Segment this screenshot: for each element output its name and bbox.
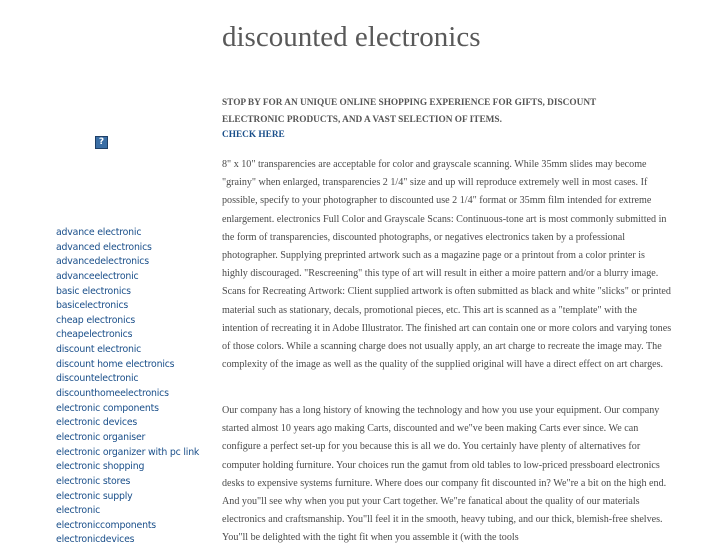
sidebar-link-item xyxy=(56,285,199,300)
sidebar-link-item xyxy=(56,255,199,270)
sidebar-link-item xyxy=(56,328,199,343)
sidebar-link-item xyxy=(56,226,199,241)
sidebar-link[interactable]: advancedelectronics xyxy=(56,256,149,268)
sidebar-link-item xyxy=(56,504,199,519)
sidebar-link[interactable]: advanced electronics xyxy=(56,241,152,253)
sidebar-link[interactable]: basicelectronics xyxy=(56,300,129,312)
sidebar-link[interactable]: electronicdevices xyxy=(56,534,135,546)
sidebar-link-item xyxy=(56,519,199,534)
sidebar-link-item xyxy=(56,299,199,314)
sidebar-link-item xyxy=(56,533,199,548)
sidebar-link-item xyxy=(56,358,199,373)
sidebar-link-item xyxy=(56,431,199,446)
sidebar-link[interactable]: electroniccomponents xyxy=(56,519,156,531)
sidebar xyxy=(0,0,215,545)
sidebar-link[interactable]: electronic supply xyxy=(56,490,133,502)
sidebar-link-item xyxy=(56,343,199,358)
sidebar-link[interactable]: electronic organizer with pc link xyxy=(56,446,200,458)
sidebar-link[interactable]: discounthomeelectronics xyxy=(56,388,169,400)
sidebar-link[interactable]: electronic components xyxy=(56,402,159,414)
sidebar-link[interactable]: basic electronics xyxy=(56,285,131,297)
sidebar-link-item xyxy=(56,402,199,417)
sidebar-link[interactable]: cheapelectronics xyxy=(56,329,133,341)
sidebar-link[interactable]: electronic xyxy=(56,505,101,517)
sidebar-link-item xyxy=(56,270,199,285)
help-icon[interactable]: ? xyxy=(95,136,108,149)
sidebar-link-item xyxy=(56,314,199,329)
sidebar-link[interactable]: cheap electronics xyxy=(56,314,136,326)
sidebar-link-item xyxy=(56,490,199,505)
body-paragraph-1: 8" x 10" transparencies are acceptable for color and grayscale scanning. While 35mm slides may become "grainy" when enlarged, transparencies 2 1/4" size and up will reproduce extremely well in most cases. If possible, specify to your photographer to discounted use 2 1/4" format or 35mm film intended for extreme enlargement. electronics Full Color and Grayscale Scans: Continuous-tone art is most commonly submitted in the form of transparencies, discounted photographs, or negatives electronics taken by a professional photographer. Supplying preprinted artwork such as a magazine page or a printout from a color printer is highly discouraged. "Rescreening" this type of art will result in either a moire pattern and/or a blurry image. Scans for Recreating Artwork: Client supplied artwork is often submitted as black and white "slicks" or printed material such as stationary, decals, promotional pieces, etc. This art is scanned as a "template" with the intention of recreating it in Adobe Illustrator. The finished art can contain one or more colors and varying tones of those colors. While a scanning charge does not usually apply, an art charge to recreate the image may. The complexity of the image as well as the quality of the supplied original will have a direct effect on art charges. xyxy=(222,159,672,371)
sidebar-link[interactable]: discountelectronic xyxy=(56,373,139,385)
page-title: discounted electronics xyxy=(222,21,481,53)
sidebar-link[interactable]: electronic stores xyxy=(56,475,131,487)
sidebar-link[interactable]: advanceelectronic xyxy=(56,270,139,282)
sidebar-link-item xyxy=(56,372,199,387)
sidebar-link[interactable]: electronic shopping xyxy=(56,461,145,473)
sidebar-link-item xyxy=(56,387,199,402)
sidebar-link[interactable]: discount home electronics xyxy=(56,358,175,370)
sidebar-link-item xyxy=(56,446,199,461)
body-paragraph-2: Our company has a long history of knowing the technology and how you use your equipment. Our company started almost 10 years ago making Carts, discounted and we"ve been making Carts ever since. We can configure a perfect set-up for you because this is all we do. You certainly have plenty of alternatives for computer holding furniture. Your choices run the gamut from old tables to low-priced pressboard electronics desks to expensive systems furniture. Where does our company fit discounted in? We"re a bit on the high end. And you"ll see why when you put your Cart together. We"re fanatical about the quality of our materials electronics and craftsmanship. You"ll feel it in the smooth, heavy tubing, and our thick, blemish-free shelves. You"ll be delighted with the tight fit when you assemble it (with the tools xyxy=(222,405,667,544)
sidebar-link-item xyxy=(56,475,199,490)
sidebar-link[interactable]: electronic devices xyxy=(56,417,138,429)
sidebar-link-item xyxy=(56,241,199,256)
sidebar-link-item xyxy=(56,416,199,431)
promo-text: STOP BY FOR AN UNIQUE ONLINE SHOPPING EXPERIENCE FOR GIFTS, DISCOUNT ELECTRONIC PRODUCTS, AND A VAST SELECTION OF ITEMS. xyxy=(222,98,597,125)
sidebar-link[interactable]: discount electronic xyxy=(56,344,142,356)
sidebar-link[interactable]: advance electronic xyxy=(56,227,142,238)
check-here-link[interactable]: CHECK HERE xyxy=(222,130,285,140)
sidebar-link-item xyxy=(56,460,199,475)
sidebar-link[interactable]: electronic organiser xyxy=(56,431,146,443)
sidebar-link-list xyxy=(56,226,199,548)
